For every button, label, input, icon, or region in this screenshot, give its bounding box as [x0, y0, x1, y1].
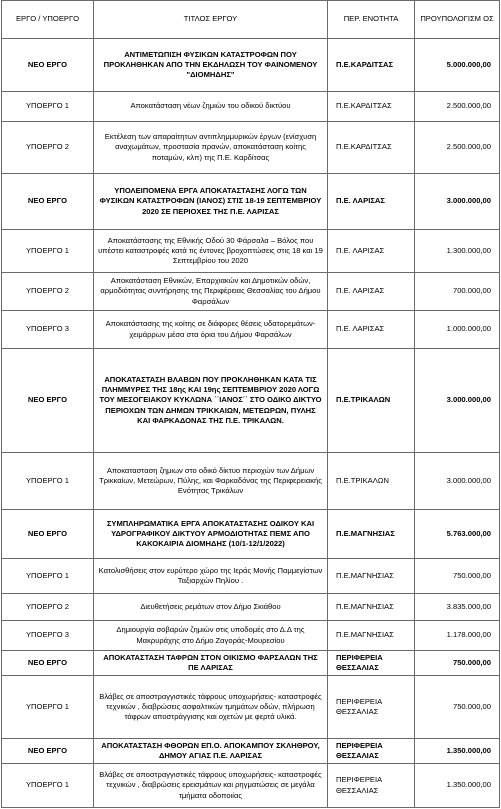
row-kind: ΥΠΟΕΡΓΟ 1: [2, 453, 94, 510]
header-regional-unit: ΠΕΡ. ΕΝΟΤΗΤΑ: [328, 1, 415, 39]
table-row: [2, 764, 500, 808]
row-budget: 750.000,00: [415, 651, 500, 676]
row-budget: 2.500.000,00: [415, 92, 500, 122]
row-region: Π.Ε.ΤΡΙΚΑΛΩΝ: [328, 453, 415, 510]
header-project-subproject: ΕΡΓΟ / ΥΠΟΕΡΓΟ: [2, 1, 94, 39]
row-kind: ΝΕΟ ΕΡΓΟ: [2, 174, 94, 230]
row-title: ΑΠΟΚΑΤΑΣΤΑΣΗ ΤΑΦΡΩΝ ΣΤΟΝ ΟΙΚΙΣΜΟ ΦΑΡΣΑΛΩΝ ΤΗΣ ΠΕ ΛΑΡΙΣΑΣ: [94, 651, 328, 676]
row-title: Διευθετήσεις ρεμάτων στον Δήμο Σκιάθου: [94, 594, 328, 621]
row-title: ΑΝΤΙΜΕΤΩΠΙΣΗ ΦΥΣΙΚΩΝ ΚΑΤΑΣΤΡΟΦΩΝ ΠΟΥ ΠΡΟΚΛΗΘΗΚΑΝ ΑΠΟ ΤΗΝ ΕΚΔΗΛΩΣΗ ΤΟΥ ΦΑΙΝΟΜΕΝΟΥ "ΔΙΟΜΗΔΗΣ": [94, 39, 328, 92]
row-title: Κατολισθήσεις στον ευρύτερο χώρο της Ιεράς Μονής Παμμεγίστων Ταξιαρχών Πηλίου .: [94, 559, 328, 594]
row-budget: 700.000,00: [415, 273, 500, 311]
row-region: Π.Ε.ΚΑΡΔΙΤΣΑΣ: [328, 122, 415, 174]
table-row: [2, 510, 500, 559]
row-title: ΣΥΜΠΛΗΡΩΜΑΤΙΚΑ ΕΡΓΑ ΑΠΟΚΑΤΑΣΤΑΣΗΣ ΟΔΙΚΟΥ ΚΑΙ ΥΔΡΟΓΡΑΦΙΚΟΥ ΔΙΚΤΥΟΥ ΑΡΜΟΔΙΟΤΗΤΑΣ ΠΕΜΣ ΑΠΟ ΚΑΚΟΚΑΙΡΙΑ ΔΙΟΜΗΔΗΣ (10/1-12/1/2022): [94, 510, 328, 559]
table-row: [2, 39, 500, 92]
table-row: [2, 676, 500, 739]
row-kind: ΥΠΟΕΡΓΟ 3: [2, 311, 94, 349]
row-budget: 1.350.000,00: [415, 739, 500, 764]
row-region: Π.Ε. ΛΑΡΙΣΑΣ: [328, 273, 415, 311]
row-title: Αποκατάσταση νέων ζημιών του οδικού δικτύου: [94, 92, 328, 122]
row-title: ΑΠΟΚΑΤΑΣΤΑΣΗ ΒΛΑΒΩΝ ΠΟΥ ΠΡΟΚΛΗΘΗΚΑΝ ΚΑΤΑ ΤΙΣ ΠΛΗΜΜΥΡΕΣ ΤΗΣ 18ης ΚΑΙ 19ης ΣΕΠΤΕΜΒΡΙΟΥ 2020 ΛΟΓΩ ΤΟΥ ΜΕΣΟΓΕΙΑΚΟΥ ΚΥΚΛΩΝΑ ΄΄ΙΑΝΟΣ΄΄ ΣΤΟ ΟΔΙΚΟ ΔΙΚΤΥΟ ΠΕΡΙΟΧΩΝ ΤΩΝ ΔΗΜΩΝ ΤΡΙΚΚΑΙΩΝ, ΜΕΤΕΩΡΩΝ, ΠΥΛΗΣ ΚΑΙ ΦΑΡΚΑΔΟΝΑΣ ΤΗΣ Π.Ε. ΤΡΙΚΑΛΩΝ.: [94, 349, 328, 453]
row-region: ΠΕΡΙΦΕΡΕΙΑ ΘΕΣΣΑΛΙΑΣ: [328, 764, 415, 808]
row-budget: 3.835.000,00: [415, 594, 500, 621]
row-budget: 750.000,00: [415, 676, 500, 739]
row-title: Αποκατάσταση Εθνικών, Επαρχιακών και Δημοτικών οδών, αρμοδιότητας συντήρησης της Περιφέρειας Θεσσαλίας του Δήμου Φαρσάλων: [94, 273, 328, 311]
row-region: Π.Ε.ΜΑΓΝΗΣΙΑΣ: [328, 559, 415, 594]
row-title: Αποκατάστασης της κοίτης σε διάφορες θέσεις υδατορεμάτων-χειμάρρων μέσα στα όρια του Δήμου Φαρσάλων: [94, 311, 328, 349]
row-kind: ΥΠΟΕΡΓΟ 1: [2, 559, 94, 594]
row-title: Βλάβες σε αποστραγγιστικές τάφρους υποχωρήσεις- καταστροφές τεχνικών , διαβρώσεις ερεισμάτων και ρηγματώσεις σε μεγάλα τμήματα οδοποιίας: [94, 764, 328, 808]
row-title: Εκτέλεση των απαραίτητων αντιπλημμυρικών έργων (ενίσχυση αναχωμάτων, προστασία πρανών, αποκατάσταση κοίτης ποταμών, κλπ) της Π.Ε. Καρδίτσας: [94, 122, 328, 174]
row-kind: ΥΠΟΕΡΓΟ 1: [2, 764, 94, 808]
table-row: [2, 559, 500, 594]
row-title: Δημιουργία σοβαρών ζημιών στις υποδομές στο Δ.Δ της Μακρυράχης στο Δήμο Ζαγοράς-Μουρεσίου: [94, 621, 328, 651]
row-budget: 1.000.000,00: [415, 311, 500, 349]
table-row: [2, 230, 500, 273]
table-row: [2, 122, 500, 174]
table-row: [2, 621, 500, 651]
row-region: Π.Ε.ΜΑΓΝΗΣΙΑΣ: [328, 594, 415, 621]
row-budget: 5.000.000,00: [415, 39, 500, 92]
table-row: [2, 651, 500, 676]
row-kind: ΝΕΟ ΕΡΓΟ: [2, 651, 94, 676]
table-row: [2, 311, 500, 349]
row-budget: 3.000.000,00: [415, 174, 500, 230]
row-kind: ΝΕΟ ΕΡΓΟ: [2, 739, 94, 764]
header-project-title: ΤΙΤΛΟΣ ΕΡΓΟΥ: [94, 1, 328, 39]
row-budget: 1.178.000,00: [415, 621, 500, 651]
row-region: Π.Ε. ΛΑΡΙΣΑΣ: [328, 311, 415, 349]
table-row: [2, 174, 500, 230]
table-row: [2, 453, 500, 510]
row-budget: 750.000,00: [415, 559, 500, 594]
row-region: Π.Ε.ΚΑΡΔΙΤΣΑΣ: [328, 39, 415, 92]
row-budget: 1.300.000,00: [415, 230, 500, 273]
table-row: [2, 594, 500, 621]
projects-table: [1, 0, 500, 808]
row-region: ΠΕΡΙΦΕΡΕΙΑ ΘΕΣΣΑΛΙΑΣ: [328, 651, 415, 676]
row-region: Π.Ε.ΜΑΓΝΗΣΙΑΣ: [328, 510, 415, 559]
header-budget: ΠΡΟΥΠΟΛΟΓΙΣΜ ΟΣ: [415, 1, 500, 39]
row-title: ΥΠΟΛΕΙΠΟΜΕΝΑ ΕΡΓΑ ΑΠΟΚΑΤΑΣΤΑΣΗΣ ΛΟΓΩ ΤΩΝ ΦΥΣΙΚΩΝ ΚΑΤΑΣΤΡΟΦΩΝ (ΙΑΝΟΣ) ΣΤΙΣ 18-19 ΣΕΠΤΕΜΒΡΙΟΥ 2020 ΣΕ ΠΕΡΙΟΧΕΣ ΤΗΣ Π.Ε. ΛΑΡΙΣΑΣ: [94, 174, 328, 230]
row-region: ΠΕΡΙΦΕΡΕΙΑ ΘΕΣΣΑΛΙΑΣ: [328, 676, 415, 739]
row-kind: ΥΠΟΕΡΓΟ 2: [2, 273, 94, 311]
row-region: ΠΕΡΙΦΕΡΕΙΑ ΘΕΣΣΑΛΙΑΣ: [328, 739, 415, 764]
table-row: [2, 349, 500, 453]
row-budget: 3.000.000,00: [415, 453, 500, 510]
row-title: Βλάβες σε αποστραγγιστικές τάφρους υποχωρήσεις- καταστροφές τεχνικών , διαβρώσεις ασφαλτικών τμημάτων οδών, πλήρωση τάφρων αποστράγγισης και οχετών με φερτά υλικά.: [94, 676, 328, 739]
row-kind: ΥΠΟΕΡΓΟ 1: [2, 230, 94, 273]
row-title: Αποκατασταση ζημιων στο οδικό δίκτυο περιοχών των Δήμων Τρικκαίων, Μετεώρων, Πύλης, και Φαρκαδόνας της Περιφερειακής Ενότητας Τρικάλων: [94, 453, 328, 510]
row-kind: ΝΕΟ ΕΡΓΟ: [2, 39, 94, 92]
row-budget: 3.000.000,00: [415, 349, 500, 453]
table-row: [2, 92, 500, 122]
row-budget: 1.350.000,00: [415, 764, 500, 808]
row-region: Π.Ε.ΤΡΙΚΑΛΩΝ: [328, 349, 415, 453]
row-kind: ΝΕΟ ΕΡΓΟ: [2, 349, 94, 453]
row-region: Π.Ε. ΛΑΡΙΣΑΣ: [328, 174, 415, 230]
row-kind: ΝΕΟ ΕΡΓΟ: [2, 510, 94, 559]
row-kind: ΥΠΟΕΡΓΟ 1: [2, 676, 94, 739]
row-budget: 2.500.000,00: [415, 122, 500, 174]
row-title: Αποκατάστασης της Εθνικής Οδού 30 Φάρσαλα – Βόλος που υπέστει καταστροφές κατά τις έντονες βροχοπτώσεις στις 18 και 19 Σεπτεμβρίου του 2020: [94, 230, 328, 273]
row-region: Π.Ε.ΚΑΡΔΙΤΣΑΣ: [328, 92, 415, 122]
row-title: ΑΠΟΚΑΤΑΣΤΑΣΗ ΦΘΟΡΩΝ ΕΠ.Ο. ΑΠΟΚΑΜΠΟΥ ΣΚΛΗΘΡΟΥ, ΔΗΜΟΥ ΑΓΙΑΣ Π.Ε. ΛΑΡΙΣΑΣ: [94, 739, 328, 764]
table-row: [2, 739, 500, 764]
row-kind: ΥΠΟΕΡΓΟ 1: [2, 92, 94, 122]
row-region: Π.Ε. ΛΑΡΙΣΑΣ: [328, 230, 415, 273]
header-row: [2, 1, 500, 39]
table-row: [2, 273, 500, 311]
row-kind: ΥΠΟΕΡΓΟ 3: [2, 621, 94, 651]
row-kind: ΥΠΟΕΡΓΟ 2: [2, 594, 94, 621]
row-region: Π.Ε.ΜΑΓΝΗΣΙΑΣ: [328, 621, 415, 651]
row-budget: 5.763.000,00: [415, 510, 500, 559]
row-kind: ΥΠΟΕΡΓΟ 2: [2, 122, 94, 174]
